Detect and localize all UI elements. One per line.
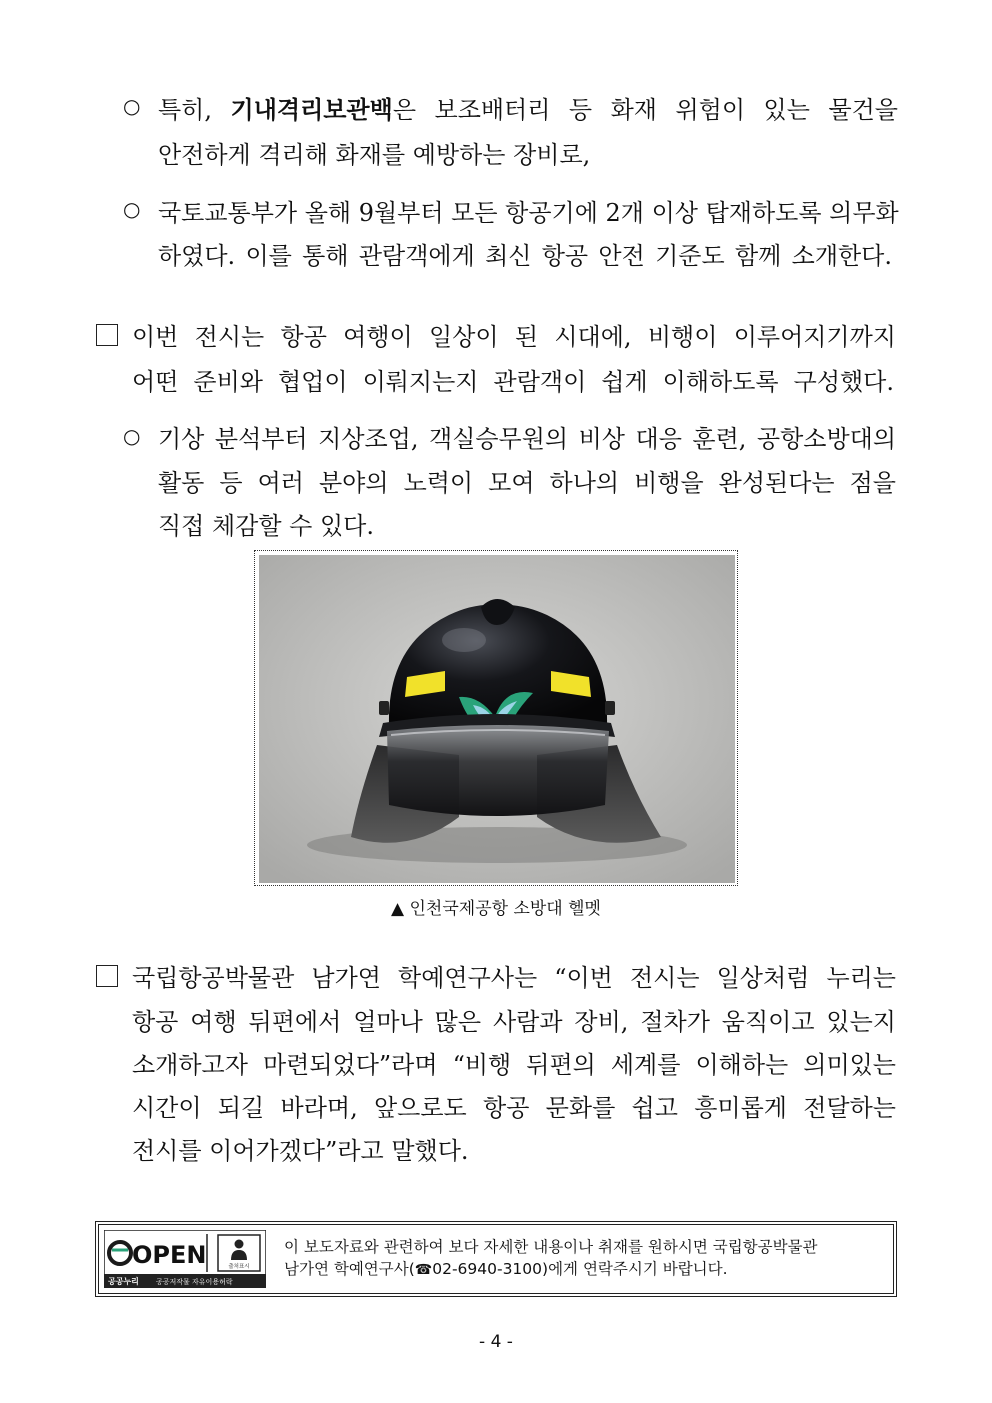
bullet-circle: ○: [123, 94, 141, 118]
paragraph-line: 국립항공박물관 남가연 학예연구사는 “이번 전시는 일상처럼 누리는: [132, 964, 896, 992]
logo-open-text: OPEN: [132, 1241, 207, 1269]
fire-helmet-photo: [259, 555, 735, 883]
paragraph-line: 국토교통부가 올해 9월부터 모든 항공기에 2개 이상 탑재하도록 의무화: [158, 199, 899, 227]
text-segment: 02-6940-3100)에게 연락주시기 바랍니다.: [432, 1260, 728, 1278]
contact-info-box: [95, 1221, 897, 1297]
paragraph-line: 전시를 이어가겠다”라고 말했다.: [132, 1137, 469, 1165]
contact-line: [284, 1258, 818, 1281]
contact-text: [284, 1236, 818, 1281]
bullet-circle: ○: [123, 197, 141, 221]
paragraph-line: 이번 전시는 항공 여행이 일상이 된 시대에, 비행이 이루어지기까지: [132, 323, 896, 351]
paragraph-line: 직접 체감할 수 있다.: [158, 512, 374, 540]
paragraph-line: 시간이 되길 바라며, 앞으로도 항공 문화를 쉽고 흥미롭게 전달하는: [132, 1094, 896, 1122]
paragraph-line: 활동 등 여러 분야의 노력이 모여 하나의 비행을 완성된다는 점을: [158, 469, 896, 497]
paragraph-line: 안전하게 격리해 화재를 예방하는 장비로,: [158, 141, 591, 169]
text-segment: 특히,: [158, 96, 231, 124]
bullet-circle: ○: [123, 424, 141, 448]
text-segment: 남가연 학예연구사(: [284, 1260, 415, 1278]
paragraph-line: 기상 분석부터 지상조업, 객실승무원의 비상 대응 훈련, 공항소방대의: [158, 425, 896, 453]
page-number: - 4 -: [479, 1332, 513, 1352]
text-segment: 은 보조배터리 등 화재 위험이 있는 물건을: [392, 96, 898, 124]
paragraph-line: 하였다. 이를 통해 관람객에게 최신 항공 안전 기준도 함께 소개한다.: [158, 242, 892, 270]
emphasized-term: 기내격리보관백: [230, 95, 393, 124]
paragraph-line: [158, 90, 898, 125]
person-icon: [235, 1240, 244, 1249]
kogl-open-license-logo: [104, 1230, 266, 1288]
contact-line: 이 보도자료와 관련하여 보다 자세한 내용이나 취재를 원하시면 국립항공박물관: [284, 1238, 818, 1256]
figure-frame: [254, 550, 738, 886]
logo-sub-text: 공공누리: [108, 1277, 139, 1286]
paragraph-line: 어떤 준비와 협업이 이뤄지는지 관람객이 쉽게 이해하도록 구성했다.: [132, 368, 894, 396]
paragraph-line: 소개하고자 마련되었다”라며 “비행 뒤편의 세계를 이해하는 의미있는: [132, 1051, 896, 1079]
paragraph-line: 항공 여행 뒤편에서 얼마나 많은 사람과 장비, 절차가 움직이고 있는지: [132, 1008, 896, 1036]
logo-badge-text: 출처표시: [228, 1264, 250, 1270]
checkbox-square-bullet: [96, 324, 118, 346]
checkbox-square-bullet: [96, 965, 118, 987]
logo-sub-text: 공공저작물 자유이용허락: [156, 1278, 233, 1286]
figure-caption: ▲ 인천국제공항 소방대 헬멧: [391, 899, 601, 919]
phone-icon: ☎: [414, 1262, 433, 1278]
